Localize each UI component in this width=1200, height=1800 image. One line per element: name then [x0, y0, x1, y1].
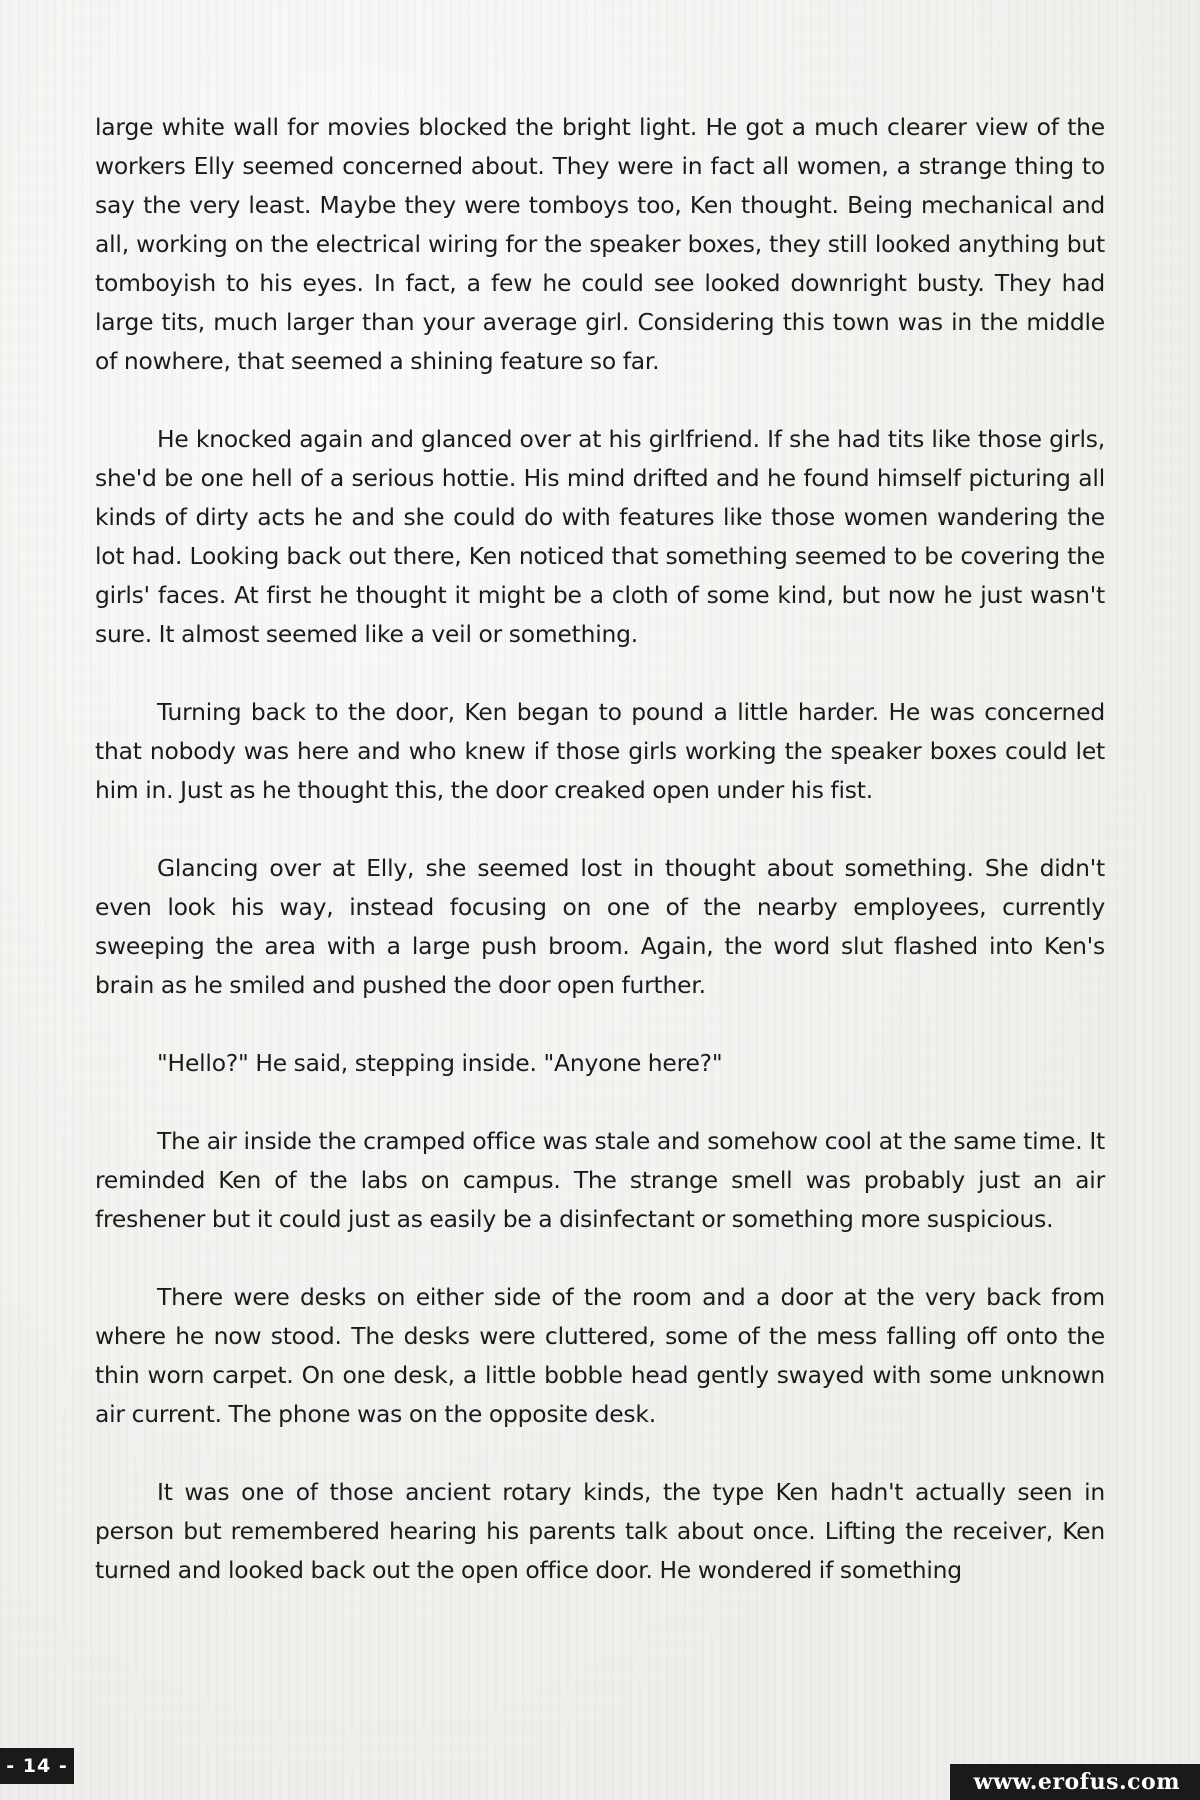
watermark: www.erofus.com [950, 1764, 1200, 1800]
paragraph: He knocked again and glanced over at his girlfriend. If she had tits like those girls, she'd be one hell of a serious hottie. His mind drifted and he found himself picturing all kinds of dirty acts he and she could do with features like those women wandering the lot had. Looking back out there, Ken noticed that something seemed to be covering the girls' faces. At first he thought it might be a cloth of some kind, but now he just wasn't sure. It almost seemed like a veil or something. [95, 425, 1105, 648]
paragraph-continued: large white wall for movies blocked the bright light. He got a much clearer view of the workers Elly seemed concerned about. They were in fact all women, a strange thing to say the very least. Maybe they were tomboys too, Ken thought. Being mechanical and all, working on the electrical wiring for the speaker boxes, they still looked anything but tomboyish to his eyes. In fact, a few he could see looked downright busty. They had large tits, much larger than your average girl. Considering this town was in the middle of nowhere, that seemed a shining feature so far. [95, 113, 1105, 375]
page-body [95, 108, 1105, 1629]
paragraph: "Hello?" He said, stepping inside. "Anyone here?" [157, 1049, 723, 1077]
paragraph: Glancing over at Elly, she seemed lost in thought about something. She didn't even look his way, instead focusing on one of the nearby employees, currently sweeping the area with a large push broom. Again, the word slut flashed into Ken's brain as he smiled and pushed the door open further. [95, 854, 1105, 999]
page-number: - 14 - [0, 1748, 74, 1784]
paragraph: The air inside the cramped office was stale and somehow cool at the same time. It reminded Ken of the labs on campus. The strange smell was probably just an air freshener but it could just as easily be a disinfectant or something more suspicious. [95, 1127, 1105, 1233]
paragraph: Turning back to the door, Ken began to pound a little harder. He was concerned that nobody was here and who knew if those girls working the speaker boxes could let him in. Just as he thought this, the door creaked open under his fist. [95, 698, 1105, 804]
paragraph: It was one of those ancient rotary kinds, the type Ken hadn't actually seen in person but remembered hearing his parents talk about once. Lifting the receiver, Ken turned and looked back out the open office door. He wondered if something [95, 1478, 1105, 1584]
paragraph: There were desks on either side of the room and a door at the very back from where he now stood. The desks were cluttered, some of the mess falling off onto the thin worn carpet. On one desk, a little bobble head gently swayed with some unknown air current. The phone was on the opposite desk. [95, 1283, 1105, 1428]
